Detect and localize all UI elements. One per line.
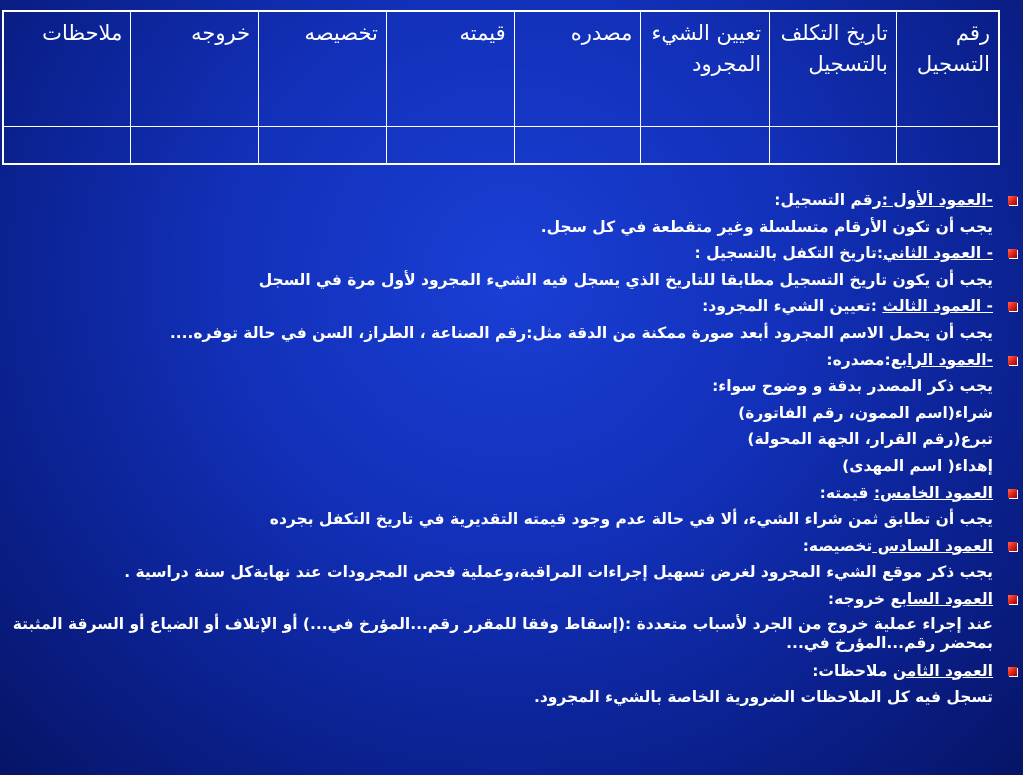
table-header-row xyxy=(3,11,999,127)
note-text: :تاريخ التكفل بالتسجيل : xyxy=(694,244,884,263)
column-header-assignment-date: تاريخ التكلف بالتسجيل xyxy=(770,11,897,127)
table-cell xyxy=(259,127,387,165)
note-col8-body: تسجل فيه كل الملاحظات الضرورية الخاصة بالشيء المجرود. xyxy=(533,688,993,707)
table-cell xyxy=(131,127,259,165)
note-heading: - العمود الثاني xyxy=(883,244,993,263)
note-col4-purchase: شراء(اسم الممون، رقم الفاتورة) xyxy=(738,403,993,422)
column-header-allocation: تخصيصه xyxy=(259,11,387,127)
note-col2-heading xyxy=(8,240,993,267)
table-cell xyxy=(3,127,131,165)
note-col7-heading xyxy=(8,586,993,613)
column-header-item-designation: تعيين الشيء المجرود xyxy=(641,11,770,127)
column-notes xyxy=(8,187,993,711)
note-heading: - العمود الثالث xyxy=(882,297,993,316)
note-text: ملاحظات: xyxy=(812,661,893,680)
red-square-bullet-icon xyxy=(1008,595,1017,604)
red-square-bullet-icon xyxy=(1008,302,1017,311)
note-heading: العمود الثامن xyxy=(892,661,993,680)
note-col6-heading xyxy=(8,533,993,560)
note-text: :مصدره: xyxy=(826,350,891,369)
table-cell xyxy=(770,127,897,165)
table-cell xyxy=(386,127,514,165)
table-cell xyxy=(641,127,770,165)
note-text: خروجه: xyxy=(827,589,891,608)
column-header-exit: خروجه xyxy=(131,11,259,127)
red-square-bullet-icon xyxy=(1008,356,1017,365)
note-col7-body: عند إجراء عملية خروج من الجرد لأسباب متعددة :(إسقاط وفقا للمقرر رقم...المؤرخ في...) أو الإتلاف أو الضياع أو السرقة المثبتة بمحضر رقم...المؤرخ في... xyxy=(12,614,993,652)
note-heading: العمود السابع xyxy=(890,589,993,608)
red-square-bullet-icon xyxy=(1008,249,1017,258)
column-header-remarks: ملاحظات xyxy=(3,11,131,127)
note-heading: العمود الخامس: xyxy=(873,483,993,502)
note-heading: العمود السادس xyxy=(872,536,993,555)
registry-table-wrapper xyxy=(2,10,1000,165)
note-col3-body: يجب أن يحمل الاسم المجرود أبعد صورة ممكنة من الدقة مثل:رقم الصناعة ، الطراز، السن في حالة توفره.... xyxy=(169,323,993,342)
note-col1-body: يجب أن تكون الأرقام متسلسلة وغير متقطعة في كل سجل. xyxy=(540,217,993,236)
note-col6-body: يجب ذكر موقع الشيء المجرود لغرض تسهيل إجراءات المراقبة،وعملية فحص المجرودات عند نهايةكل سنة دراسية . xyxy=(124,563,993,582)
note-col2-body: يجب أن يكون تاريخ التسجيل مطابقا للتاريخ الذي يسجل فيه الشيء المجرود لأول مرة في السجل xyxy=(258,270,993,289)
note-text: قيمته: xyxy=(819,483,874,502)
column-header-value: قيمته xyxy=(386,11,514,127)
note-text: رقم التسجيل: xyxy=(774,191,882,209)
red-square-bullet-icon xyxy=(1008,196,1017,205)
note-col3-heading xyxy=(8,293,993,320)
note-col4-gift: إهداء( اسم المهدى) xyxy=(842,456,993,475)
red-square-bullet-icon xyxy=(1008,489,1017,498)
note-col5-heading xyxy=(8,480,993,507)
red-square-bullet-icon xyxy=(1008,667,1017,676)
red-square-bullet-icon xyxy=(1008,542,1017,551)
column-header-source: مصدره xyxy=(514,11,641,127)
note-col8-heading xyxy=(8,658,993,685)
table-cell xyxy=(514,127,641,165)
note-col5-body: يجب أن تطابق ثمن شراء الشيء، ألا في حالة عدم وجود قيمته التقديرية في تاريخ التكفل بجرده xyxy=(269,510,993,529)
note-heading: -العمود الرابع xyxy=(890,350,993,369)
column-header-registration-number: رقم التسجيل xyxy=(896,11,999,127)
registry-table xyxy=(2,10,1000,165)
note-col4-body: يجب ذكر المصدر بدقة و وضوح سواء: xyxy=(712,377,993,396)
note-text: :تعيين الشيء المجرود: xyxy=(702,297,883,316)
note-heading: -العمود الأول : xyxy=(881,191,993,209)
table-cell xyxy=(896,127,999,165)
note-col1-heading xyxy=(8,187,993,214)
note-col4-heading xyxy=(8,347,993,374)
note-col4-donation: تبرع(رقم القرار، الجهة المحولة) xyxy=(747,430,993,449)
note-text: تخصيصه: xyxy=(802,536,873,555)
table-row xyxy=(3,127,999,165)
